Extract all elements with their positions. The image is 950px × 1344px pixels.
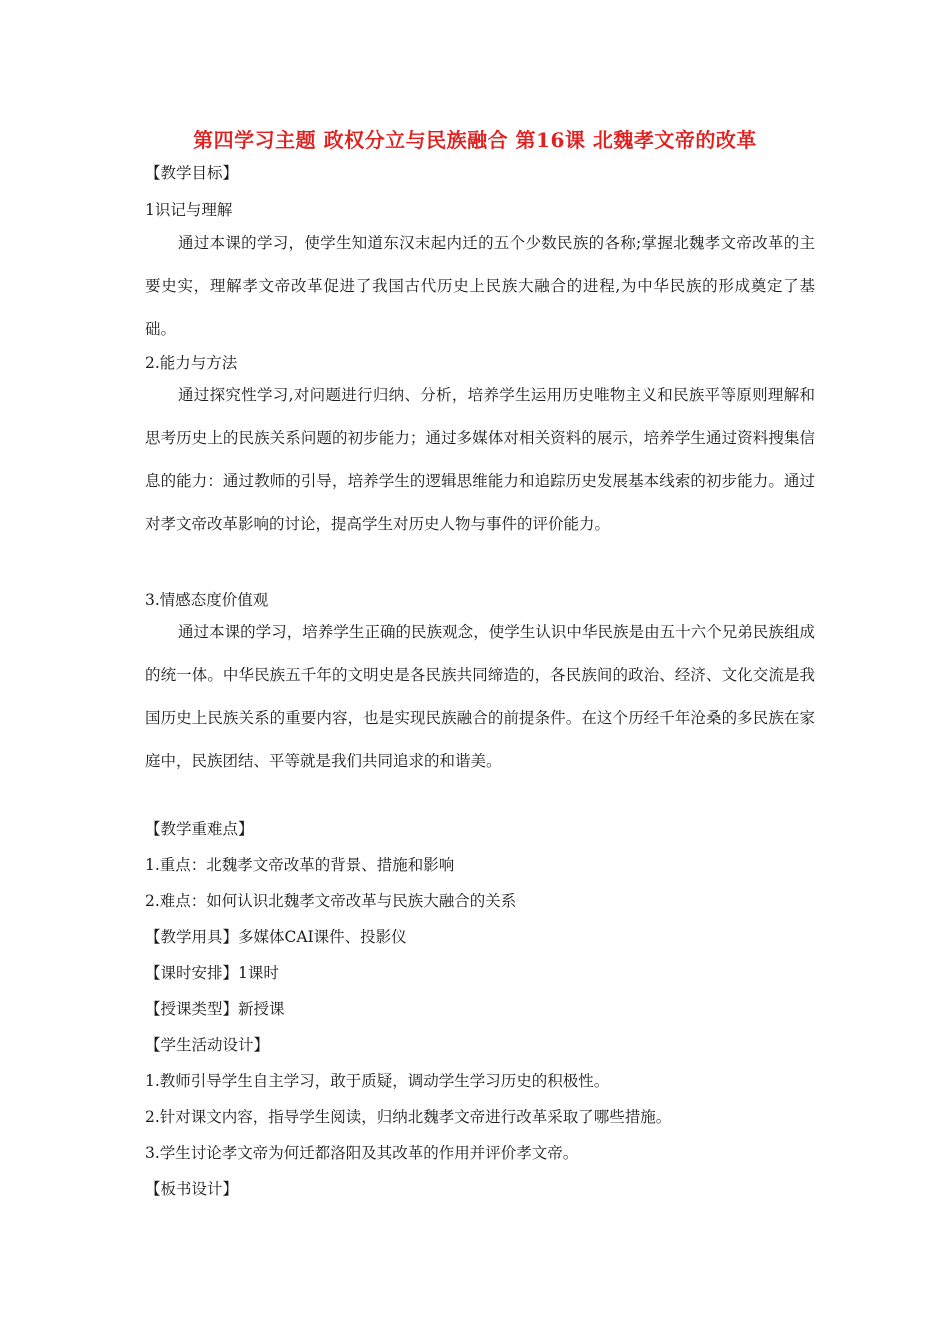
teaching-tools: 【教学用具】多媒体CAI课件、投影仪 <box>145 928 407 946</box>
lesson-type: 【授课类型】新授课 <box>145 1000 285 1018</box>
activity-item: 3.学生讨论孝文帝为何迁都洛阳及其改革的作用并评价孝文帝。 <box>145 1144 579 1162</box>
board-design-heading: 【板书设计】 <box>145 1180 239 1198</box>
document-title: 第四学习主题 政权分立与民族融合 第16课 北魏孝文帝的改革 <box>193 128 757 152</box>
section1-text: 通过本课的学习，使学生知道东汉末起内迁的五个少数民族的各称;掌握北魏孝文帝改革的主要史实，理解孝文帝改革促进了我国古代历史上民族大融合的进程,为中华民族的形成奠定了基础。 <box>145 234 815 338</box>
activities-heading: 【学生活动设计】 <box>145 1036 270 1054</box>
section3-heading: 3.情感态度价值观 <box>145 591 269 609</box>
key-point-item: 2.难点：如何认识北魏孝文帝改革与民族大融合的关系 <box>145 892 517 910</box>
key-point-item: 1.重点：北魏孝文帝改革的背景、措施和影响 <box>145 856 455 874</box>
section1-heading: 1识记与理解 <box>145 201 233 219</box>
activity-item: 1.教师引导学生自主学习，敢于质疑，调动学生学习历史的积极性。 <box>145 1072 610 1090</box>
activity-item: 2.针对课文内容，指导学生阅读，归纳北魏孝文帝进行改革采取了哪些措施。 <box>145 1108 672 1126</box>
objectives-heading: 【教学目标】 <box>145 164 239 182</box>
section2-heading: 2.能力与方法 <box>145 354 238 372</box>
section3-text: 通过本课的学习，培养学生正确的民族观念，使学生认识中华民族是由五十六个兄弟民族组成的统一体。中华民族五千年的文明史是各民族共同缔造的，各民族间的政治、经济、文化交流是我国历史上民族关系的重要内容，也是实现民族融合的前提条件。在这个历经千年沧桑的多民族在家庭中，民族团结、平等就是我们共同追求的和谐美。 <box>145 623 815 770</box>
key-points-heading: 【教学重难点】 <box>145 820 254 838</box>
class-schedule: 【课时安排】1课时 <box>145 964 279 982</box>
section2-text: 通过探究性学习,对问题进行归纳、分析，培养学生运用历史唯物主义和民族平等原则理解和思考历史上的民族关系问题的初步能力；通过多媒体对相关资料的展示，培养学生通过资料搜集信息的能力：通过教师的引导，培养学生的逻辑思维能力和追踪历史发展基本线索的初步能力。通过对孝文帝改革影响的讨论，提高学生对历史人物与事件的评价能力。 <box>145 386 815 533</box>
